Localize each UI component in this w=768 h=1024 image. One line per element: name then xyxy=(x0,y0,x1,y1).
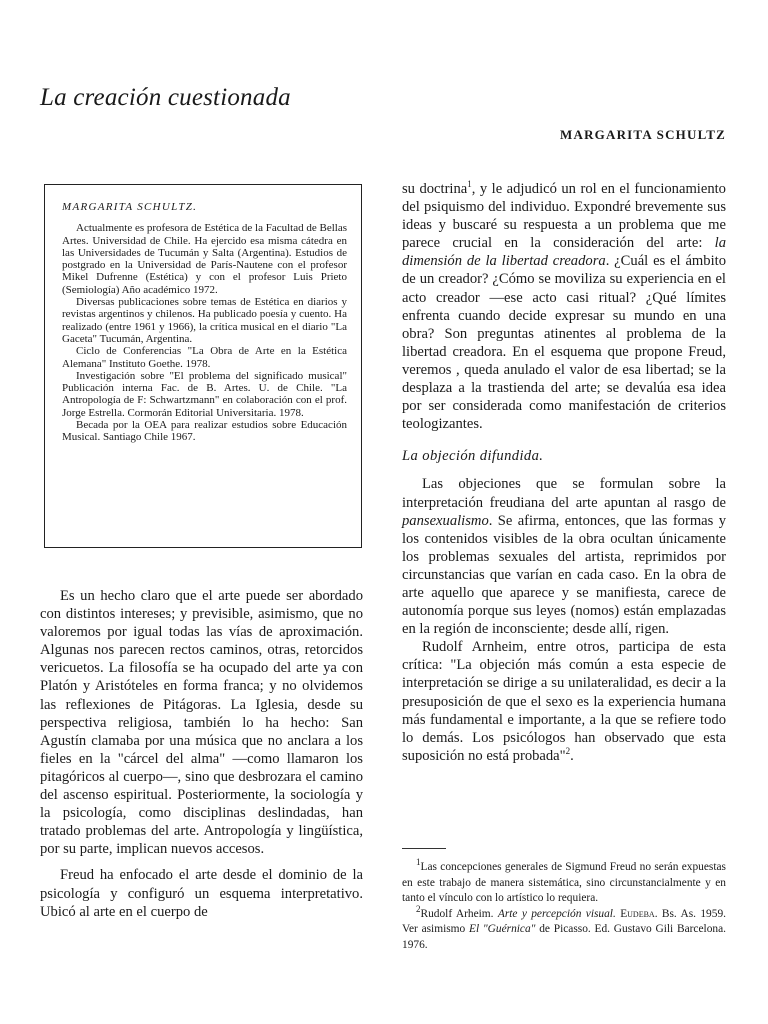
footnotes xyxy=(402,857,726,953)
article-author: MARGARITA SCHULTZ xyxy=(560,127,726,142)
section-subheading: La objeción difundida. xyxy=(402,448,544,465)
footnote: $^2$Rudolf Arheim. Arte y percepción visual. Eudeba. Bs. As. 1959. Ver asimismo El "Guérnica" de Picasso. Ed. Gustavo Gili Barcelona. 1976. xyxy=(402,903,726,951)
body-paragraph: Rudolf Arnheim, entre otros, participa de esta crítica: "La objeción más común a esta especie de interpretación se dirige a su unilateralidad, es decir a la presuposición de que el sexo es la experiencia humana más fundamental e importante, a la que se refiere todo lo demás. Los psicólogos han observado que esta suposición no está probada"$^2$. xyxy=(402,639,726,764)
bio-name: MARGARITA SCHULTZ. xyxy=(62,201,198,213)
footnote: $^1$Las concepciones generales de Sigmund Freud no serán expuestas en este trabajo de manera sistemática, sino circunstancialmente y en tanto el vínculo con lo artístico lo requiera. xyxy=(402,857,726,904)
left-column xyxy=(40,587,363,921)
bio-paragraph: Actualmente es profesora de Estética de la Facultad de Bellas Artes. Universidad de Chile. Ha ejercido esa misma cátedra en las Universidades de Tucumán y Salta (Argentina). Estudios de postgrado en la Universidad de París-Nautene con el profesor Mikel Dufrenne (Estética) y con el profesor Luis Prieto (Semiología) Año académico 1972. xyxy=(62,222,347,296)
footnote-ref[interactable]: 1 xyxy=(467,179,472,190)
right-column xyxy=(402,180,726,765)
author-bio-box xyxy=(44,184,362,548)
bio-paragraph: Diversas publicaciones sobre temas de Estética en diarios y revistas argentinos y chilenos. Ha publicado poesía y cuento. Ha realizado (entre 1961 y 1966), la crítica musical en el diario "La Gaceta" Tucumán, Argentina. xyxy=(62,296,347,345)
body-paragraph: Las objeciones que se formulan sobre la interpretación freudiana del arte apuntan al rasgo de pansexualismo. Se afirma, entonces, que las formas y los contenidos visibles de la obra ocultan únicamente los problemas sexuales del artista, reprimidos por circunstancias que varían en cada caso. En la obra de arte aquello que aparece y se manifiesta, carece de autonomía porque sus leyes (nomos) están emplazadas en la región de inconsciente; desde allí, rigen. xyxy=(402,476,726,638)
bio-paragraph: Becada por la OEA para realizar estudios sobre Educación Musical. Santiago Chile 1967. xyxy=(62,419,347,444)
bio-paragraph: Investigación sobre "El problema del significado musical" Publicación interna Fac. de B. Artes. U. de Chile. "La Antropología de F: Schwartzmann" en colaboración con el prof. Jorge Estrella. Cormorán Editorial Universitaria. 1978. xyxy=(62,369,347,419)
body-paragraph: Es un hecho claro que el arte puede ser abordado con distintos intereses; y previsible, asimismo, que no valoremos por igual todas las vías de aproximación. Algunas nos parecen rectos caminos, otras, retorcidos vericuetos. La filosofía se ha ocupado del arte ya con Platón y Aristóteles en forma franca; y no olvidemos las reflexiones de Pitágoras. La Iglesia, desde su perspectiva religiosa, también lo ha hecho: San Agustín clamaba por una música que no anclara a los fieles en la "cárcel del alma" —como llamaron los pitagóricos al cuerpo—, sino que desbrozara el camino del ascenso espiritual. Posteriormente, la sociología y la psicología, como disciplinas deslindadas, han tratado problemas del arte. Antropología y lingüística, por su parte, implican nuevos accesos. xyxy=(40,588,363,858)
article-title: La creación cuestionada xyxy=(40,84,291,111)
body-paragraph: su doctrina$^1$, y le adjudicó un rol en el funcionamiento del psiquismo del individuo. Expondré brevemente sus ideas y buscaré su respuesta a un problema que me parece crucial en la consideración del arte: la dimensión de la libertad creadora. ¿Cuál es el ámbito de un creador? ¿Cómo se moviliza su experiencia en el acto creador —ese acto casi ritual? ¿Qué límites enfrenta cuando decide expresar su mundo en una obra? Son preguntas atinentes al problema de la libertad creadora. En el esquema que propone Freud, veremos , queda anulado el valor de esa libertad; se la desplaza a la trastienda del arte; se devalúa esa idea por ser considerada como manifestación de criterios teologizantes. xyxy=(402,179,726,433)
footnote-divider xyxy=(402,848,446,849)
body-paragraph: Freud ha enfocado el arte desde el dominio de la psicología y configuró un esquema interpretativo. Ubicó al arte en el cuerpo de xyxy=(40,867,363,920)
footnote-ref[interactable]: 2 xyxy=(565,745,571,756)
bio-paragraph: Ciclo de Conferencias "La Obra de Arte en la Estética Alemana" Instituto Goethe. 1978. xyxy=(62,345,347,370)
